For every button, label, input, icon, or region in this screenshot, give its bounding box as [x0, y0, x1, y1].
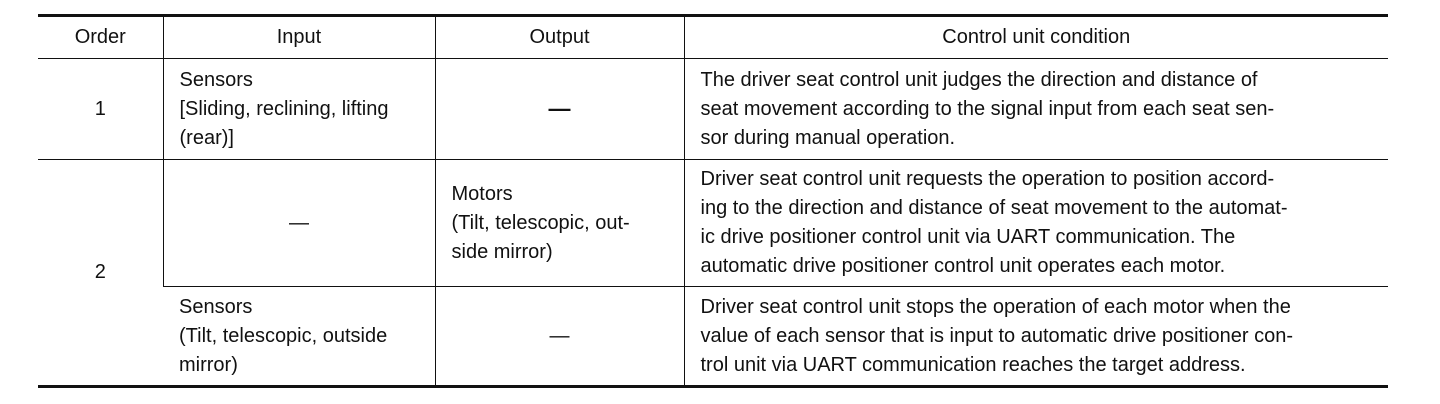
output-none: —: [548, 95, 571, 121]
input-line: (Tilt, telescopic, outside: [179, 324, 388, 347]
input-line: mirror): [179, 353, 238, 376]
input-line: (rear)]: [179, 126, 234, 149]
output-line: side mirror): [451, 240, 553, 263]
condition-line: The driver seat control unit judges the direction and distance of: [700, 68, 1258, 91]
order-cell: 2: [38, 160, 163, 387]
header-input: Input: [163, 16, 435, 59]
table-row: [38, 59, 1388, 160]
input-cell: [163, 59, 435, 160]
condition-cell: [684, 160, 1388, 287]
condition-cell: [684, 287, 1388, 387]
condition-line: Driver seat control unit stops the operation of each motor when the: [700, 295, 1291, 318]
condition-line: ing to the direction and distance of seat movement to the automat-: [700, 197, 1288, 219]
input-cell: [163, 160, 435, 287]
header-condition: Control unit condition: [684, 16, 1388, 59]
header-output: Output: [435, 16, 684, 59]
input-none: —: [289, 211, 309, 234]
condition-line: automatic drive positioner control unit operates each motor.: [700, 255, 1226, 277]
table-row: [38, 287, 1388, 387]
output-line: Motors: [451, 182, 513, 205]
condition-line: trol unit via UART communication reaches the target address.: [700, 353, 1246, 376]
header-row: [38, 16, 1388, 59]
control-table: [38, 14, 1388, 388]
output-none: —: [549, 324, 570, 347]
output-cell: [435, 59, 684, 160]
input-line: Sensors: [179, 68, 253, 91]
output-cell: [435, 287, 684, 387]
output-cell: [435, 160, 684, 287]
input-line: Sensors: [179, 295, 253, 318]
condition-line: value of each sensor that is input to automatic drive positioner con-: [700, 324, 1294, 347]
order-cell: 1: [38, 59, 163, 160]
input-line: [Sliding, reclining, lifting: [179, 97, 389, 120]
table-row: [38, 160, 1388, 287]
condition-cell: [684, 59, 1388, 160]
condition-line: seat movement according to the signal input from each seat sen-: [700, 97, 1275, 120]
condition-line: Driver seat control unit requests the operation to position accord-: [700, 168, 1275, 190]
output-line: (Tilt, telescopic, out-: [451, 211, 630, 234]
condition-line: ic drive positioner control unit via UART communication. The: [700, 226, 1236, 248]
header-order: Order: [38, 16, 163, 59]
condition-line: sor during manual operation.: [700, 126, 956, 149]
input-cell: [163, 287, 435, 387]
